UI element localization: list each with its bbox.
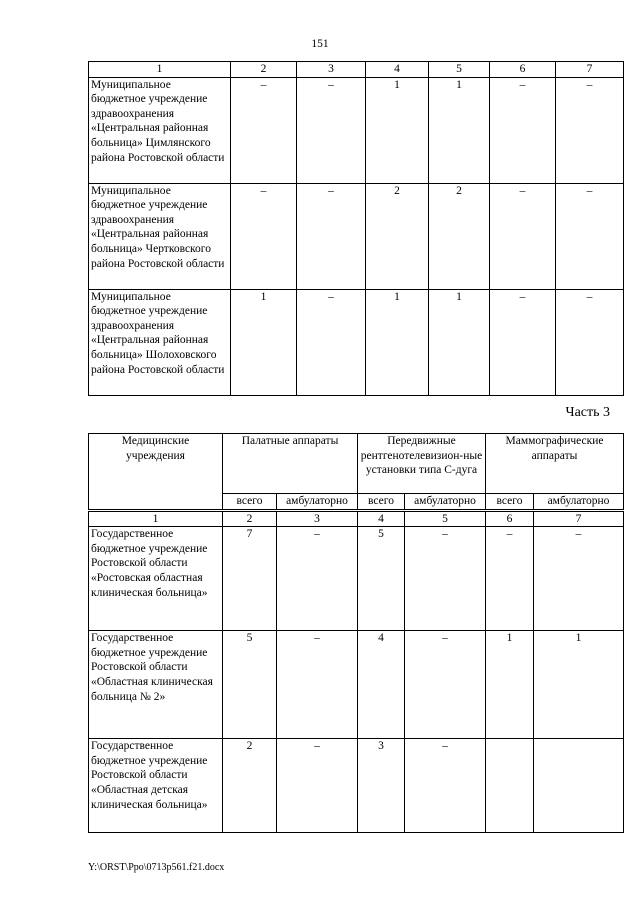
subheader-total: всего <box>358 494 405 511</box>
table-cell: – <box>297 289 366 395</box>
table-cell: 5 <box>358 527 405 631</box>
table-cell: – <box>405 527 486 631</box>
table-cell: 5 <box>223 631 277 739</box>
table-cell: – <box>277 527 358 631</box>
column-number: 3 <box>277 510 358 527</box>
table-row <box>89 739 624 833</box>
table-cell: – <box>297 77 366 183</box>
column-number: 2 <box>231 62 297 78</box>
column-number: 6 <box>486 510 534 527</box>
column-number-row <box>89 510 624 527</box>
header-mammography: Маммографические аппараты <box>486 434 624 494</box>
table-cell: – <box>486 527 534 631</box>
table-cell: – <box>231 77 297 183</box>
table-row <box>89 183 624 289</box>
file-path-footer: Y:\ORST\Ppo\0713p561.f21.docx <box>88 862 225 873</box>
table-cell: 1 <box>534 631 624 739</box>
table-cell: 2 <box>366 183 429 289</box>
table-row <box>89 289 624 395</box>
table-cell: – <box>490 183 556 289</box>
subheader-total: всего <box>486 494 534 511</box>
table-cell: – <box>556 77 624 183</box>
table-cell: 2 <box>429 183 490 289</box>
column-number: 7 <box>534 510 624 527</box>
equipment-table-part3 <box>88 433 624 833</box>
table-cell: – <box>490 289 556 395</box>
column-number: 2 <box>223 510 277 527</box>
column-number: 5 <box>405 510 486 527</box>
column-number: 4 <box>358 510 405 527</box>
institution-name: Государственное бюджетное учреждение Ростовской области «Ростовская областная клиническая больница» <box>89 527 223 631</box>
table-cell: 2 <box>223 739 277 833</box>
header-c-arm-units: Передвижные рентгенотелевизион-ные установки типа С-дуга <box>358 434 486 494</box>
table-row <box>89 527 624 631</box>
header-ward-devices: Палатные аппараты <box>223 434 358 494</box>
institution-name: Государственное бюджетное учреждение Ростовской области «Областная детская клиническая больница» <box>89 739 223 833</box>
table-cell: – <box>277 739 358 833</box>
header-institutions: Медицинские учреждения <box>89 434 223 511</box>
table-cell <box>534 739 624 833</box>
table-cell: 3 <box>358 739 405 833</box>
table-cell: 1 <box>366 289 429 395</box>
column-number: 6 <box>490 62 556 78</box>
table-cell: 1 <box>486 631 534 739</box>
equipment-table-part2 <box>88 61 624 396</box>
subheader-ambulatory: амбулаторно <box>534 494 624 511</box>
table-cell: – <box>556 183 624 289</box>
column-number: 3 <box>297 62 366 78</box>
table-row <box>89 631 624 739</box>
column-number: 7 <box>556 62 624 78</box>
table-header-row <box>89 62 624 78</box>
subheader-ambulatory: амбулаторно <box>405 494 486 511</box>
table-cell: 1 <box>429 77 490 183</box>
subheader-ambulatory: амбулаторно <box>277 494 358 511</box>
table-cell: – <box>534 527 624 631</box>
table-cell: 4 <box>358 631 405 739</box>
institution-name: Муниципальное бюджетное учреждение здравоохранения «Центральная районная больница» Цимлянского района Ростовской области <box>89 77 231 183</box>
page-number: 151 <box>311 38 329 50</box>
institution-name: Муниципальное бюджетное учреждение здравоохранения «Центральная районная больница» Чертковского района Ростовской области <box>89 183 231 289</box>
column-number: 4 <box>366 62 429 78</box>
table-cell: – <box>405 631 486 739</box>
table-cell: 1 <box>366 77 429 183</box>
table-cell: 1 <box>231 289 297 395</box>
table-cell: – <box>231 183 297 289</box>
table-cell: – <box>556 289 624 395</box>
table-cell: 1 <box>429 289 490 395</box>
table-row <box>89 77 624 183</box>
institution-name: Муниципальное бюджетное учреждение здравоохранения «Центральная районная больница» Шолоховского района Ростовской области <box>89 289 231 395</box>
table-cell: – <box>405 739 486 833</box>
table-cell: – <box>490 77 556 183</box>
table-cell: – <box>277 631 358 739</box>
column-number: 5 <box>429 62 490 78</box>
institution-name: Государственное бюджетное учреждение Ростовской области «Областная клиническая больница № 2» <box>89 631 223 739</box>
table-cell <box>486 739 534 833</box>
table-header-row <box>89 434 624 494</box>
column-number: 1 <box>89 510 223 527</box>
subheader-total: всего <box>223 494 277 511</box>
part-label: Часть 3 <box>565 405 610 420</box>
table-cell: – <box>297 183 366 289</box>
table-cell: 7 <box>223 527 277 631</box>
column-number: 1 <box>89 62 231 78</box>
